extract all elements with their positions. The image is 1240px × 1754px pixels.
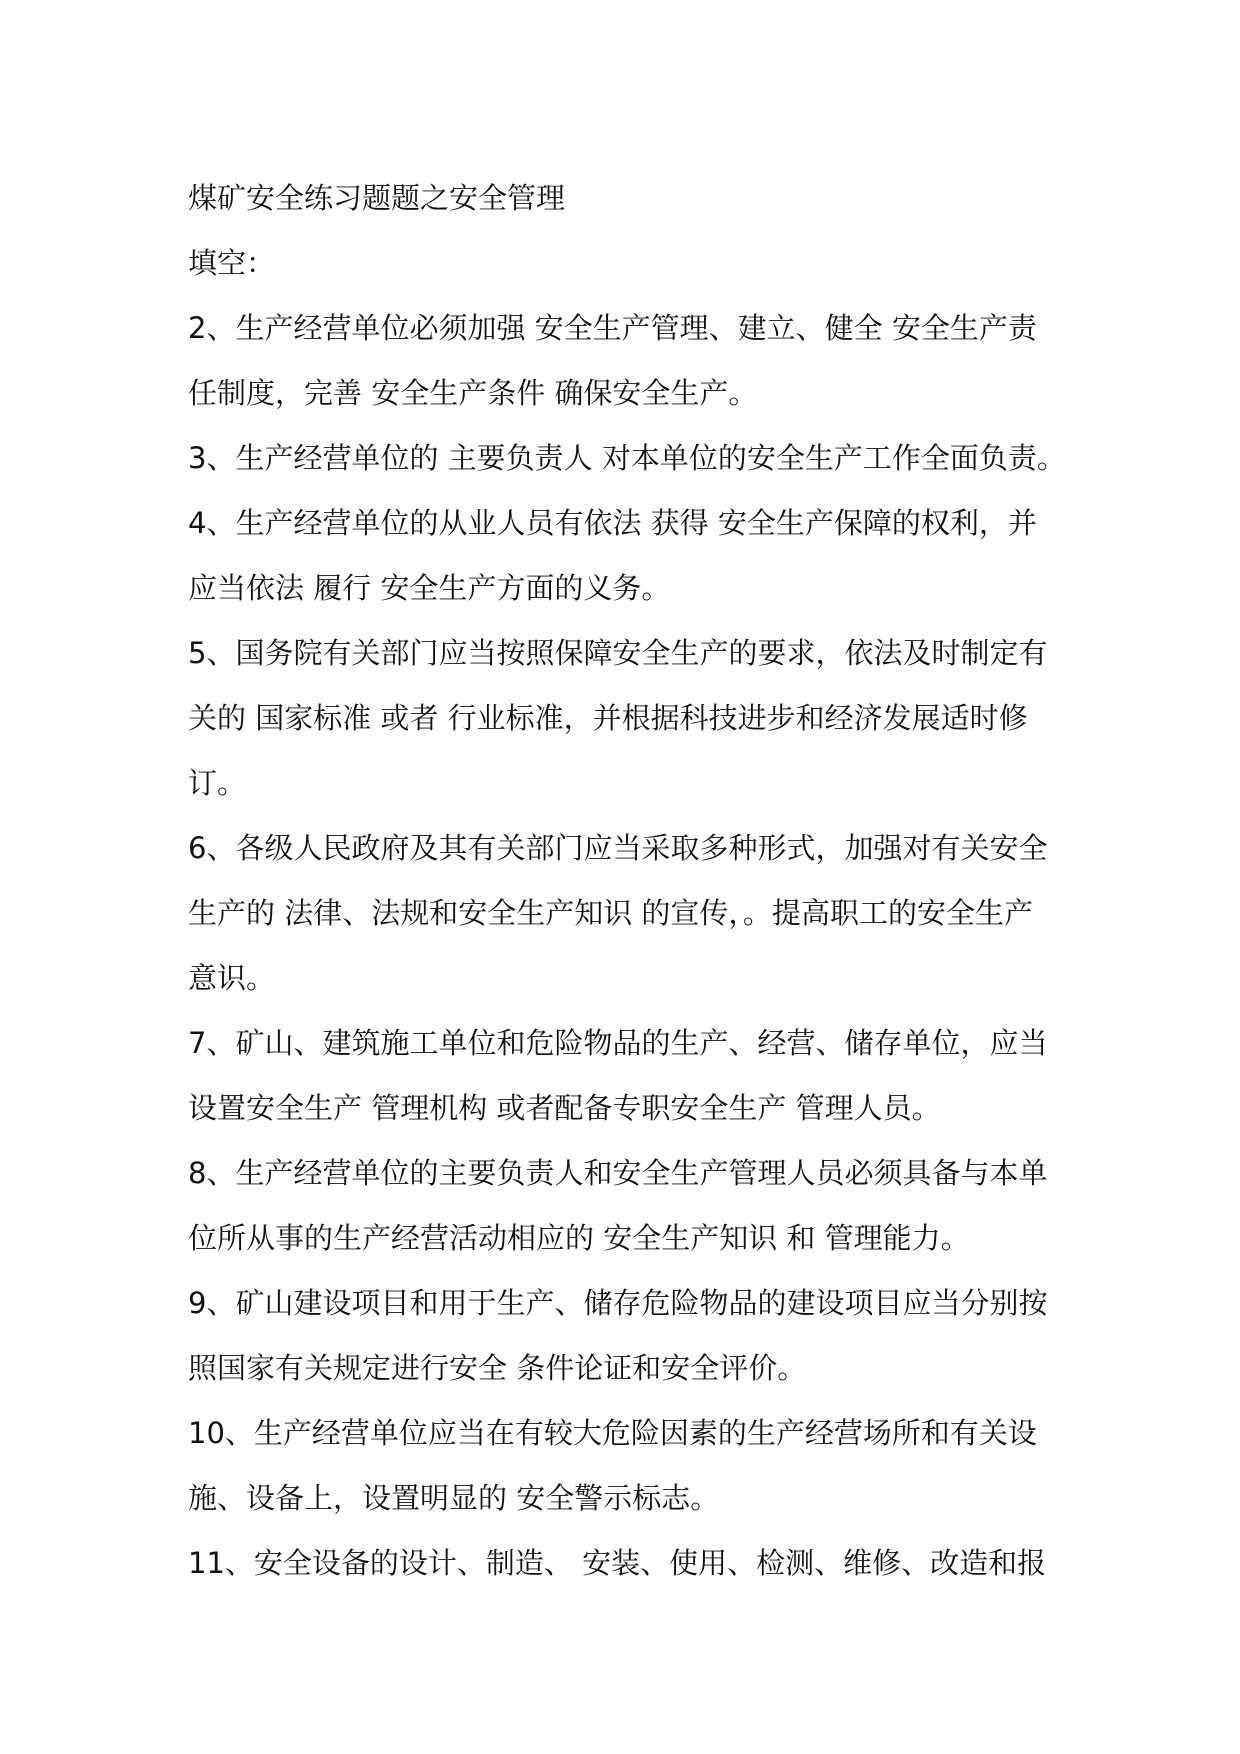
text-line: 3、生产经营单位的 主要负责人 对本单位的安全生产工作全面负责。: [188, 441, 1066, 475]
text-line: 11、安全设备的设计、制造、 安装、使用、检测、维修、改造和报: [188, 1546, 1047, 1580]
text-line: 订。: [188, 766, 247, 800]
text-line: 5、国务院有关部门应当按照保障安全生产的要求，依法及时制定有: [188, 636, 1048, 670]
text-line: 6、各级人民政府及其有关部门应当采取多种形式，加强对有关安全: [188, 831, 1048, 865]
text-line: 4、生产经营单位的从业人员有依法 获得 安全生产保障的权利，并: [188, 506, 1037, 540]
text-line: 应当依法 履行 安全生产方面的义务。: [188, 571, 671, 605]
text-line: 位所从事的生产经营活动相应的 安全生产知识 和 管理能力。: [188, 1221, 970, 1255]
text-line: 设置安全生产 管理机构 或者配备专职安全生产 管理人员。: [188, 1091, 941, 1125]
section-heading: 填空：: [188, 246, 276, 280]
text-line: 7、矿山、建筑施工单位和危险物品的生产、经营、储存单位，应当: [188, 1026, 1048, 1060]
text-line: 10、生产经营单位应当在有较大危险因素的生产经营场所和有关设: [188, 1416, 1037, 1450]
text-line: 生产的 法律、法规和安全生产知识 的宣传，。提高职工的安全生产: [188, 896, 1033, 930]
text-line: 意识。: [188, 961, 276, 995]
document-body: [188, 166, 1068, 1596]
text-line: 任制度，完善 安全生产条件 确保安全生产。: [188, 376, 758, 410]
document-title: 煤矿安全练习题题之安全管理: [188, 181, 566, 215]
text-line: 照国家有关规定进行安全 条件论证和安全评价。: [188, 1351, 807, 1385]
text-line: 关的 国家标准 或者 行业标准，并根据科技进步和经济发展适时修: [188, 701, 1028, 735]
text-line: 8、生产经营单位的主要负责人和安全生产管理人员必须具备与本单: [188, 1156, 1048, 1190]
text-line: 施、设备上，设置明显的 安全警示标志。: [188, 1481, 720, 1515]
text-line: 2、生产经营单位必须加强 安全生产管理、建立、健全 安全生产责: [188, 311, 1037, 345]
text-line: 9、矿山建设项目和用于生产、储存危险物品的建设项目应当分别按: [188, 1286, 1048, 1320]
